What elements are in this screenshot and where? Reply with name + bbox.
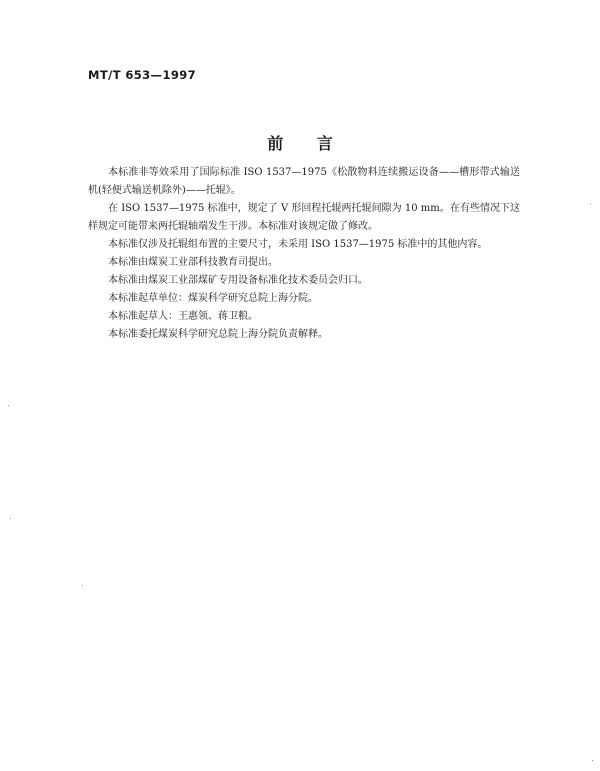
paragraph-proposer: 本标准由煤炭工业部科技教育司提出。 xyxy=(108,257,278,268)
paragraph-interpretation: 本标准委托煤炭科学研究总院上海分院负责解释。 xyxy=(108,329,328,340)
paragraph-modification: 在 ISO 1537—1975 标准中，规定了 V 形回程托辊两托辊间隙为 10 mm。在有些情况下这样规定可能带来两托辊轴端发生干涉。本标准对该规定做了修改。 xyxy=(88,203,520,232)
scan-speck xyxy=(592,760,593,761)
document-code: MT/T 653—1997 xyxy=(88,68,197,82)
section-title xyxy=(0,131,600,154)
section-title-char-2: 言 xyxy=(316,134,333,153)
paragraph-drafting-unit: 本标准起草单位：煤炭科学研究总院上海分院。 xyxy=(108,293,318,304)
section-title-char-1: 前 xyxy=(267,134,284,153)
paragraph-drafters: 本标准起草人：王惠领、蒋卫粮。 xyxy=(108,311,258,322)
paragraph-adoption: 本标准非等效采用了国际标准 ISO 1537—1975《松散物料连续搬运设备——槽形带式输送机(轻便式输送机除外)——托辊》。 xyxy=(88,167,520,196)
scan-speck xyxy=(8,405,9,406)
foreword-body xyxy=(88,164,520,344)
scan-speck xyxy=(82,585,83,586)
paragraph-administrator: 本标准由煤炭工业部煤矿专用设备标准化技术委员会归口。 xyxy=(108,275,368,286)
scan-speck xyxy=(10,518,11,519)
scan-speck xyxy=(590,203,591,204)
paragraph-scope: 本标准仅涉及托辊组布置的主要尺寸，未采用 ISO 1537—1975 标准中的其他内容。 xyxy=(108,239,488,250)
